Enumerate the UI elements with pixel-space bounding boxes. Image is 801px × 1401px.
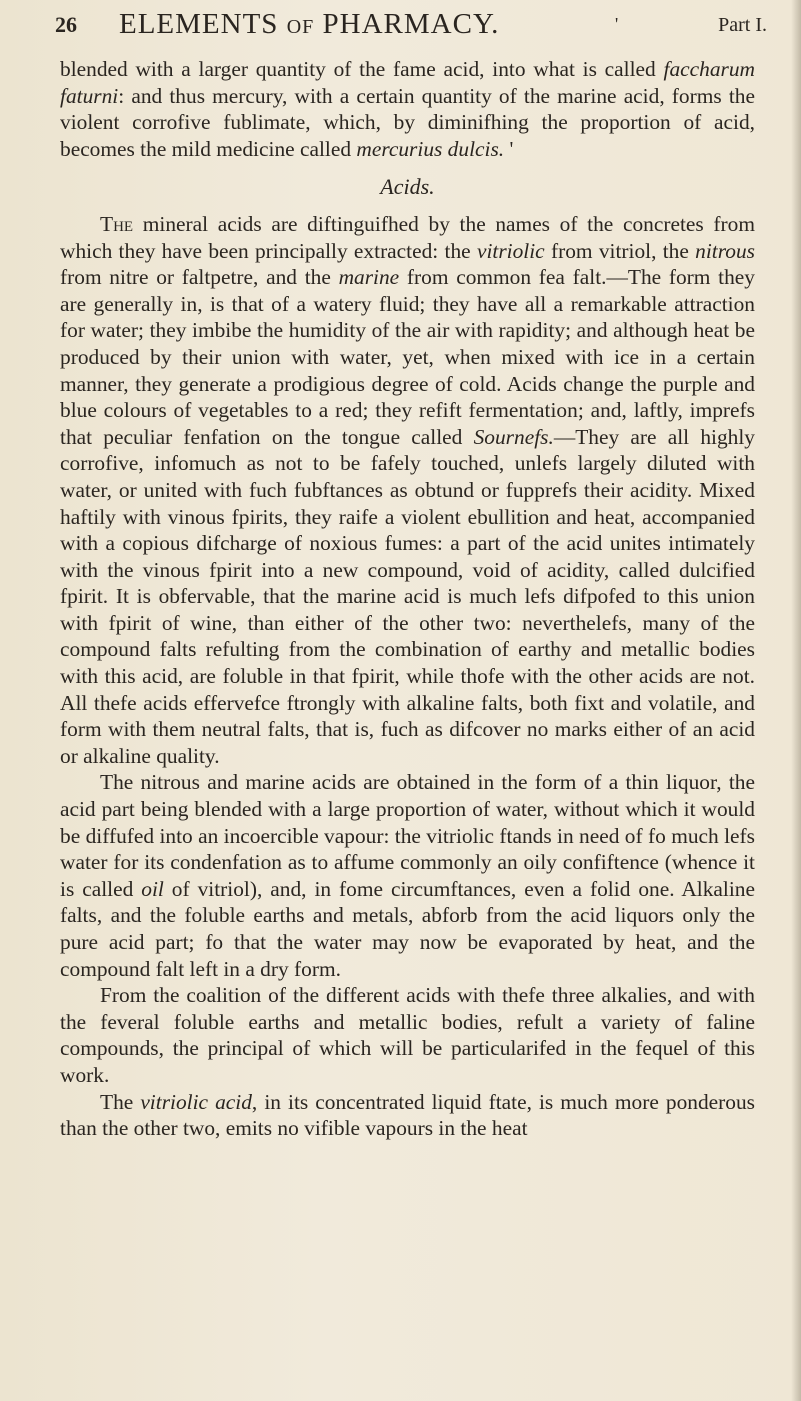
text-run: from nitre or faltpetre, and the: [60, 265, 339, 290]
page-number: 26: [55, 12, 77, 37]
italic-term: vitriolic acid: [140, 1089, 252, 1114]
part-label: Part I.: [718, 14, 767, 36]
italic-term: Sournefs.: [473, 424, 554, 449]
page-header: [55, 8, 775, 48]
running-head-of: OF: [286, 16, 315, 38]
text-run: : and thus mercury, with a certain quantity of the marine acid, forms the violent corrofive fublimate, which, by diminifhing the proportion of acid, becomes the mild medicine called: [60, 83, 755, 161]
running-head-title: ELEMENTS: [119, 8, 279, 40]
running-head-subject: PHARMACY.: [322, 8, 500, 40]
paragraph-1: [60, 56, 755, 162]
text-run: from vitriol, the: [544, 238, 696, 263]
stray-mark: ': [615, 14, 619, 34]
italic-term: marine: [338, 265, 400, 290]
paragraph-2: [60, 211, 755, 769]
small-caps-word: The: [100, 211, 134, 236]
running-head: [119, 8, 499, 41]
text-run: The nitrous and marine acids are obtained in the form of a thin liquor, the acid part being blended with a large proportion of water, without which it would be diffufed into an incoercible vapour: the vitriolic ftands in need of fo much lefs water for its condenfation as to affume commonly an oily confiftence (whence it is called: [60, 770, 755, 901]
italic-term: faccharum faturni: [60, 57, 755, 108]
page-edge-shadow: [791, 0, 801, 1401]
text-run: —They are all highly corrofive, infomuch as not to be fafely touched, unlefs largely diluted with water, or united with fuch fubftances as obtund or fupprefs their acidity. Mixed haftily with vinous fpirits, they raife a violent ebullition and heat, accompanied with a copious difcharge of noxious fumes: a part of the acid unites intimately with the vinous fpirit into a new compound, void of acidity, called dulcified fpirit. It is obfervable, that the marine acid is much lefs difpofed to this union with fpirit of wine, than either of the other two: neverthelefs, many of the compound falts refulting from the combination of earthy and metallic bodies with this acid, are foluble in that fpirit, while thofe with the other acids are not. All thefe acids effervefce ftrongly with alkaline falts, both fixt and volatile, and form with them neutral falts, that is, fuch as difcover no marks either of an acid or alkaline quality.: [60, 424, 756, 768]
text-run: blended with a larger quantity of the fame acid, into what is called: [60, 57, 664, 81]
paragraph-5: [60, 1089, 755, 1142]
text-run: From the coalition of the different acids with thefe three alkalies, and with the feveral foluble earths and metallic bodies, refult a variety of faline compounds, the principal of which will be particularifed in the fequel of this work.: [60, 983, 755, 1087]
italic-term: nitrous: [695, 238, 755, 263]
body-text: [60, 56, 755, 1142]
text-run: of vitriol), and, in fome circumftances, even a folid one. Alkaline falts, and the foluble earths and metals, abforb from the acid liquors only the pure acid part; fo that the water may now be evaporated by heat, and the compound falt left in a dry form.: [60, 876, 756, 981]
paragraph-4: [60, 982, 755, 1088]
text-run: from common fea falt.—The form they are generally in, is that of a watery fluid; they have all a remarkable attraction for water; they imbibe the humidity of the air with rapidity; and although heat be produced by their union with water, yet, when mixed with ice in a certain manner, they generate a prodigious degree of cold. Acids change the purple and blue colours of vegetables to a red; they refift fermentation; and, laftly, imprefs that peculiar fenfation on the tongue called: [60, 265, 755, 449]
text-run: mineral acids are diftinguifhed by the names of the concretes from which they have been principally extracted: the: [60, 211, 755, 263]
italic-term: mercurius dulcis.: [356, 136, 505, 161]
text-run: The: [100, 1089, 141, 1114]
italic-term: oil: [141, 876, 164, 901]
paragraph-3: [60, 769, 755, 982]
text-run: ': [504, 136, 514, 161]
text-run: , in its concentrated liquid ftate, is much more ponderous than the other two, emits no vifible vapours in the heat: [60, 1089, 755, 1141]
section-heading: Acids.: [380, 174, 435, 200]
italic-term: vitriolic: [476, 238, 545, 263]
